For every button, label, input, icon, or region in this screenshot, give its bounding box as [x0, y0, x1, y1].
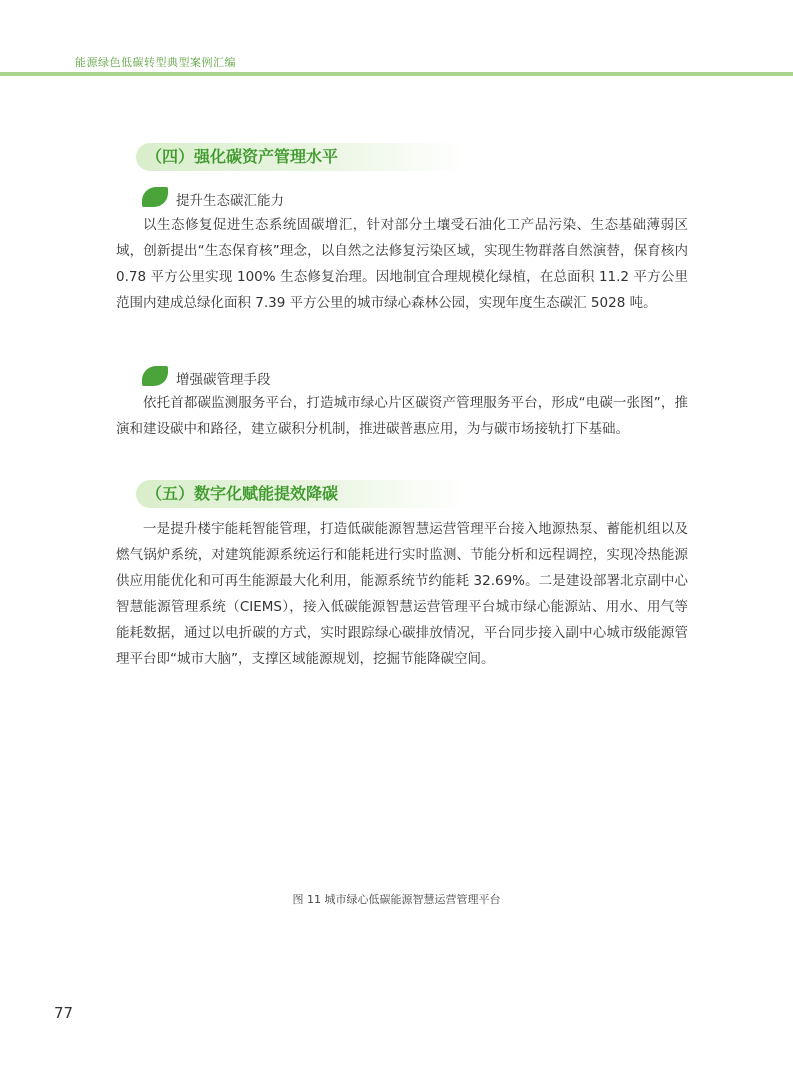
paragraph-carbon-sink: 以生态修复促进生态系统固碳增汇，针对部分土壤受石油化工产品污染、生态基础薄弱区域，创新提出“生态保育核”理念，以自然之法修复污染区域，实现生物群落自然演替，保育核内 0.78 平方公里实现 100% 生态修复治理。因地制宜合理规模化绿植，在总面积 11.2 平方公里范围内建成总绿化面积 7.39 平方公里的城市绿心森林公园，实现年度生态碳汇 5028 吨。 [116, 217, 688, 311]
leaf-icon [142, 187, 168, 207]
paragraph-carbon-management: 依托首都碳监测服务平台，打造城市绿心片区碳资产管理服务平台，形成“电碳一张图”，推演和建设碳中和路径，建立碳积分机制，推进碳普惠应用，为与碳市场接轨打下基础。 [116, 395, 688, 437]
paragraph-digital-empowerment: 一是提升楼宇能耗智能管理，打造低碳能源智慧运营管理平台接入地源热泵、蓄能机组以及燃气锅炉系统，对建筑能源系统运行和能耗进行实时监测、节能分析和远程调控，实现冷热能源供应用能优化和可再生能源最大化利用，能源系统节约能耗 32.69%。二是建设部署北京副中心智慧能源管理系统（CIEMS），接入低碳能源智慧运营管理平台城市绿心能源站、用水、用气等能耗数据，通过以电折碳的方式，实时跟踪绿心碳排放情况，平台同步接入副中心城市级能源管理平台即“城市大脑”，支撑区域能源规划，挖掘节能降碳空间。 [116, 521, 688, 667]
running-header-title: 能源绿色低碳转型典型案例汇编 [75, 56, 236, 69]
subsection-label: 增强碳管理手段 [176, 372, 271, 388]
section-heading-4: （四）强化碳资产管理水平 [136, 143, 466, 171]
leaf-icon [142, 366, 168, 386]
subsection-label: 提升生态碳汇能力 [176, 193, 284, 209]
figure-caption: 图 11 城市绿心低碳能源智慧运营管理平台 [292, 893, 501, 906]
header-divider [0, 72, 793, 76]
page-number: 77 [54, 1004, 74, 1022]
section-heading-5: （五）数字化赋能提效降碳 [136, 480, 466, 508]
